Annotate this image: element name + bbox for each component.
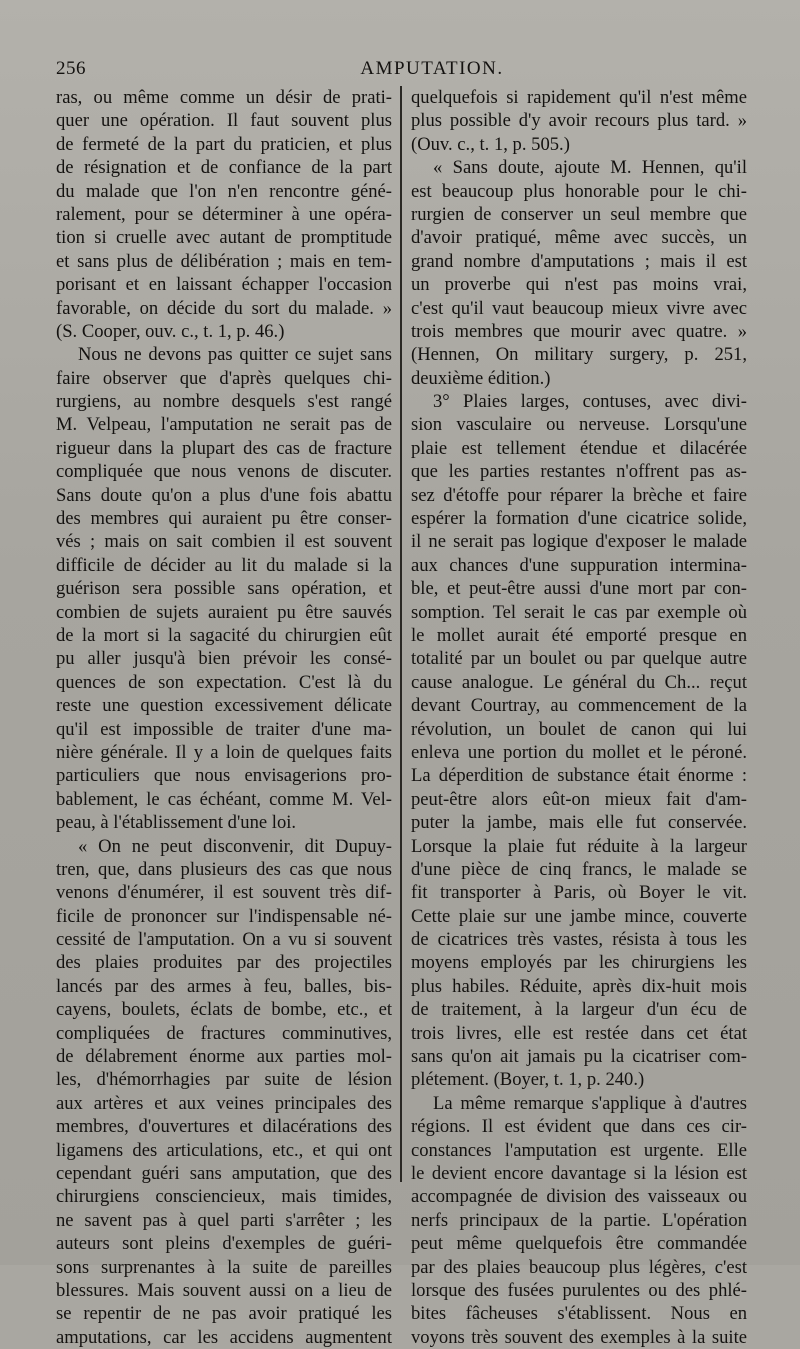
text-line: quer une opération. Il faut souvent plus (56, 110, 392, 132)
text-line: M. Velpeau, l'amputation ne serait pas de (56, 414, 392, 436)
text-line: rurgiens, au nombre desquels s'est rangé (56, 391, 392, 413)
text-line: venons d'énumérer, il est souvent très dif- (56, 882, 392, 904)
text-line: quences de son expectation. C'est là du (56, 671, 392, 693)
text-line: tren, que, dans plusieurs des cas que nous (56, 858, 392, 880)
text-line: qu'il est impossible de traiter d'une ma- (56, 718, 392, 740)
text-line: rurgien de conserver un seul membre que (411, 203, 747, 225)
right-column (411, 86, 747, 1349)
text-line: peut-être alors eût-on mieux fait d'am- (411, 788, 747, 810)
text-line: cayens, boulets, éclats de bombe, etc., et (56, 999, 392, 1021)
text-line: ralement, pour se déterminer à une opéra- (56, 203, 392, 225)
text-line: chirurgiens consciencieux, mais timides, (56, 1186, 392, 1208)
text-line: Cette plaie sur une jambe mince, couverte (411, 905, 747, 927)
text-line: se repentir de ne pas avoir pratiqué les (56, 1303, 392, 1325)
text-line: Sans doute qu'on a plus d'une fois abattu (56, 484, 392, 506)
text-line: trois livres, elle est restée dans cet état (411, 1022, 747, 1044)
text-line: bablement, le cas échéant, comme M. Vel- (56, 788, 392, 810)
text-line: que les parties restantes n'offrent pas as- (411, 461, 747, 483)
text-line: des membres qui auraient pu être conser- (56, 508, 392, 530)
text-line: moyens employés par les chirurgiens les (411, 952, 747, 974)
text-line: d'une pièce de cinq francs, le malade se (411, 858, 747, 880)
text-line: de cicatrices très vastes, résista à tous les (411, 929, 747, 951)
text-line: plus possible d'y avoir recours plus tard. » (411, 110, 747, 132)
text-line: sans qu'on ait jamais pu la cicatriser com- (411, 1046, 747, 1068)
text-line: nière générale. Il y a loin de quelques faits (56, 741, 392, 763)
left-column (56, 86, 392, 1349)
text-line: cause analogue. Le général du Ch... reçut (411, 671, 747, 693)
text-line: tion si cruelle avec autant de promptitude (56, 227, 392, 249)
text-line: fit transporter à Paris, où Boyer le vit. (411, 882, 747, 904)
text-line: rigueur dans la plupart des cas de fracture (56, 437, 392, 459)
text-line: plétement. (Boyer, t. 1, p. 240.) (411, 1069, 645, 1091)
text-line: membres, d'ouvertures et dilacérations des (56, 1116, 392, 1138)
text-line: cependant guéri sans amputation, que des (56, 1162, 392, 1184)
text-line: de fermeté de la part du praticien, et plus (56, 133, 392, 155)
text-line: de traitement, à la largeur d'un écu de (411, 999, 747, 1021)
text-line: ble, et peut-être aussi d'une mort par con- (411, 578, 747, 600)
text-line: 3° Plaies larges, contuses, avec divi- (433, 391, 747, 413)
text-line: de résignation et de confiance de la part (56, 157, 392, 179)
text-line: cessité de l'amputation. On a vu si souvent (56, 929, 392, 951)
text-line: « Sans doute, ajoute M. Hennen, qu'il (433, 157, 747, 179)
text-line: porisant et en laissant échapper l'occasion (56, 274, 392, 296)
text-line: ras, ou même comme un désir de prati- (56, 87, 392, 108)
text-line: lancés par des armes à feu, balles, bis- (56, 975, 392, 997)
text-line: et sans plus de délibération ; mais en tem- (56, 250, 392, 272)
text-line: compliquée que nous venons de discuter. (56, 461, 392, 483)
text-line: pu aller jusqu'à bien prévoir les consé- (56, 648, 392, 670)
text-line: deuxième édition.) (411, 367, 551, 389)
text-line: (Ouv. c., t. 1, p. 505.) (411, 133, 570, 155)
text-line: faire observer que d'après quelques chi- (56, 367, 392, 389)
text-line: peut même quelquefois être commandée (411, 1233, 747, 1255)
text-line: combien de sujets auraient pu être sauvés (56, 601, 392, 623)
text-line: blessures. Mais souvent aussi on a lieu de (56, 1279, 392, 1301)
text-line: peau, à l'établissement d'une loi. (56, 812, 297, 834)
text-line: c'est qu'il vaut beaucoup mieux vivre avec (411, 297, 747, 319)
text-line: accompagnée de division des vaisseaux ou (411, 1186, 747, 1208)
text-line: un proverbe qui n'est pas moins vrai, (411, 274, 747, 296)
text-line: puter la jambe, mais elle fut conservée. (411, 812, 747, 834)
text-line: particuliers que nous envisagerions pro- (56, 765, 392, 787)
text-line: voyons très souvent des exemples à la suite (411, 1326, 747, 1348)
text-line: constances l'amputation est urgente. Elle (411, 1139, 747, 1161)
text-line: du malade que l'on n'en rencontre géné- (56, 180, 392, 202)
text-line: (S. Cooper, ouv. c., t. 1, p. 46.) (56, 320, 285, 342)
text-line: de la mort si la sagacité du chirurgien eût (56, 624, 392, 646)
text-line: révolution, un boulet de canon qui lui (411, 718, 747, 740)
text-line: nerfs principaux de la partie. L'opération (411, 1209, 747, 1231)
text-line: les, d'hémorrhagies par suite de lésion (56, 1069, 392, 1091)
text-line: difficile de décider au lit du malade si la (56, 554, 392, 576)
text-line: ligamens des articulations, etc., et qui ont (56, 1139, 392, 1161)
text-line: il ne serait pas logique d'exposer le malade (411, 531, 747, 553)
text-line: sion vasculaire ou nerveuse. Lorsqu'une (411, 414, 747, 436)
text-line: des plaies produites par des projectiles (56, 952, 392, 974)
text-line: auteurs sont pleins d'exemples de guéri- (56, 1233, 392, 1255)
text-line: sez d'étoffe pour réparer la brèche et faire (411, 484, 747, 506)
text-line: Nous ne devons pas quitter ce sujet sans (78, 344, 392, 366)
text-line: Lorsque la plaie fut réduite à la largeur (411, 835, 747, 857)
text-line: favorable, on décide du sort du malade. » (56, 297, 392, 319)
text-line: d'avoir pratiqué, même avec succès, un (411, 227, 747, 249)
text-line: (Hennen, On military surgery, p. 251, (411, 344, 747, 366)
page-number: 256 (56, 58, 86, 79)
text-line: bites fâcheuses s'établissent. Nous en (411, 1303, 747, 1325)
text-line: aux chances d'une suppuration intermina- (411, 554, 747, 576)
text-line: compliquées de fractures comminutives, (56, 1022, 392, 1044)
text-line: guérison sera possible sans opération, et (56, 578, 392, 600)
text-line: quelquefois si rapidement qu'il n'est même (411, 87, 747, 108)
text-line: ne savent pas à quel parti s'arrêter ; les (56, 1209, 392, 1231)
text-line: de délabrement énorme aux parties mol- (56, 1046, 392, 1068)
text-line: amputations, car les accidens augmentent (56, 1326, 392, 1348)
page-header (56, 58, 746, 84)
text-line: devant Courtray, au commencement de la (411, 695, 747, 717)
text-line: reste une question excessivement délicate (56, 695, 392, 717)
text-line: « On ne peut disconvenir, dit Dupuy- (78, 835, 392, 857)
text-line: régions. Il est évident que dans ces cir- (411, 1116, 747, 1138)
text-line: espérer la formation d'une cicatrice solide, (411, 508, 747, 530)
text-line: somption. Tel serait le cas par exemple où (411, 601, 747, 623)
text-line: totalité par un boulet ou par quelque autre (411, 648, 747, 670)
text-line: enleva une portion du mollet et le péroné. (411, 741, 747, 763)
column-divider (400, 86, 402, 1182)
text-line: ficile de prononcer sur l'indispensable né- (56, 905, 392, 927)
running-title: AMPUTATION. (360, 58, 504, 79)
text-line: par des plaies beaucoup plus légères, c'est (411, 1256, 747, 1278)
text-line: vés ; mais on sait combien il est souvent (56, 531, 392, 553)
text-line: La même remarque s'applique à d'autres (433, 1092, 747, 1114)
text-line: sons surprenantes à la suite de pareilles (56, 1256, 392, 1278)
text-line: lorsque des fusées purulentes ou des phlé- (411, 1279, 747, 1301)
text-line: est beaucoup plus honorable pour le chi- (411, 180, 747, 202)
text-line: aux artères et aux veines principales des (56, 1092, 392, 1114)
text-line: La déperdition de substance était énorme : (411, 765, 747, 787)
text-line: le mollet aurait été emporté presque en (411, 624, 747, 646)
text-line: plaie est tellement étendue et dilacérée (411, 437, 747, 459)
text-line: grand nombre d'amputations ; mais il est (411, 250, 747, 272)
text-line: le devient encore davantage si la lésion est (411, 1162, 747, 1184)
text-line: trois membres que mourir avec quatre. » (411, 320, 747, 342)
text-line: plus habiles. Réduite, après dix-huit mois (411, 975, 747, 997)
